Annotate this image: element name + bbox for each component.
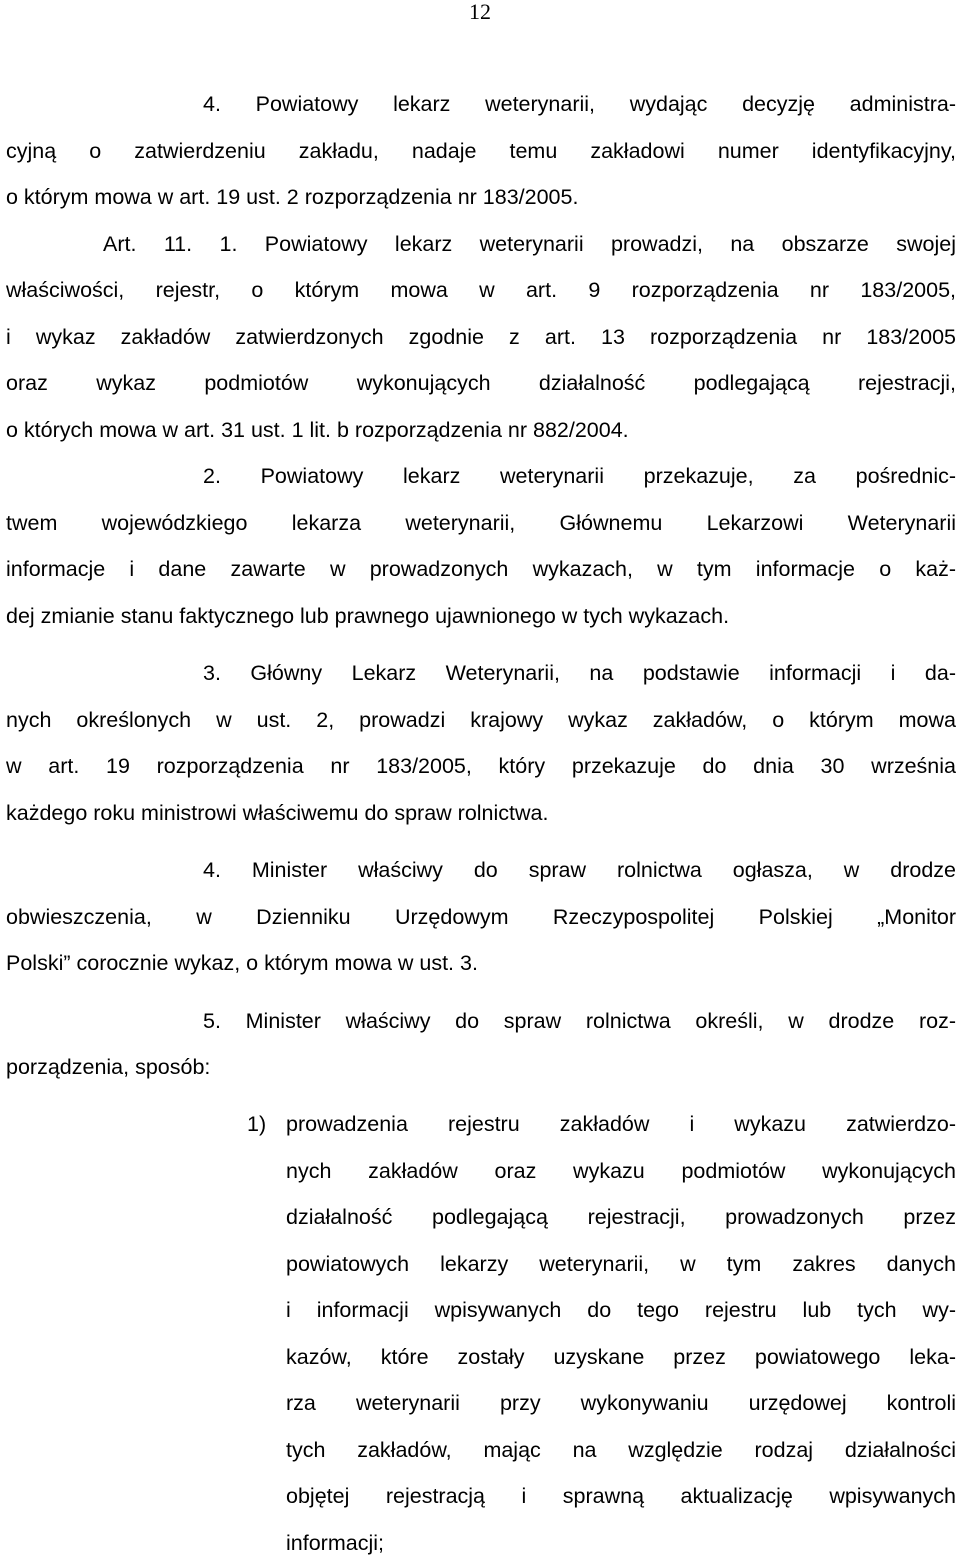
text-line: 4. Powiatowy lekarz weterynarii, wydając decyzję administra- (6, 81, 956, 128)
text-line: rza weterynarii przy wykonywaniu urzędowej kontroli (247, 1380, 956, 1427)
list-marker: 1) (247, 1101, 286, 1148)
text-line: 2. Powiatowy lekarz weterynarii przekazuje, za pośrednic- (6, 453, 956, 500)
text-line: w art. 19 rozporządzenia nr 183/2005, który przekazuje do dnia 30 września (6, 743, 956, 790)
text-line: informacje i dane zawarte w prowadzonych wykazach, w tym informacje o każ- (6, 546, 956, 593)
article-11-section-4 (6, 847, 956, 987)
text-line: informacji; (247, 1520, 956, 1566)
article-11-section-5 (6, 998, 956, 1091)
page-number: 12 (0, 0, 960, 24)
text-line: porządzenia, sposób: (6, 1044, 956, 1091)
article-11-section-2 (6, 453, 956, 639)
text-line: właściwości, rejestr, o którym mowa w art. 9 rozporządzenia nr 183/2005, (6, 267, 956, 314)
text-line: Polski” corocznie wykaz, o którym mowa w ust. 3. (6, 940, 956, 987)
text-line: nych zakładów oraz wykazu podmiotów wykonujących (247, 1148, 956, 1195)
list-item-first-line (247, 1101, 956, 1148)
enumerated-list (247, 1101, 956, 1566)
text-line: dej zmianie stanu faktycznego lub prawnego ujawnionego w tych wykazach. (6, 593, 956, 640)
text-line: objętej rejestracją i sprawną aktualizację wpisywanych (247, 1473, 956, 1520)
text-line: i wykaz zakładów zatwierdzonych zgodnie z art. 13 rozporządzenia nr 183/2005 (6, 314, 956, 361)
text-line: 5. Minister właściwy do spraw rolnictwa określi, w drodze roz- (6, 998, 956, 1045)
text-line: cyjną o zatwierdzeniu zakładu, nadaje temu zakładowi numer identyfikacyjny, (6, 128, 956, 175)
article-11-section-3 (6, 650, 956, 836)
text-line: tych zakładów, mając na względzie rodzaj działalności (247, 1427, 956, 1474)
text-line: oraz wykaz podmiotów wykonujących działalność podlegającą rejestracji, (6, 360, 956, 407)
article-11-section-1 (6, 221, 956, 454)
text-line: nych określonych w ust. 2, prowadzi krajowy wykaz zakładów, o którym mowa (6, 697, 956, 744)
paragraph-4 (6, 81, 956, 221)
text-line: każdego roku ministrowi właściwemu do spraw rolnictwa. (6, 790, 956, 837)
text-line: działalność podlegającą rejestracji, prowadzonych przez (247, 1194, 956, 1241)
text-line: o których mowa w art. 31 ust. 1 lit. b rozporządzenia nr 882/2004. (6, 407, 956, 454)
text-line: 3. Główny Lekarz Weterynarii, na podstawie informacji i da- (6, 650, 956, 697)
text-line: 4. Minister właściwy do spraw rolnictwa ogłasza, w drodze (6, 847, 956, 894)
text-line: obwieszczenia, w Dzienniku Urzędowym Rzeczypospolitej Polskiej „Monitor (6, 894, 956, 941)
document-body (6, 81, 956, 1091)
text-line: i informacji wpisywanych do tego rejestru lub tych wy- (247, 1287, 956, 1334)
list-item (247, 1101, 956, 1566)
text-line: o którym mowa w art. 19 ust. 2 rozporządzenia nr 183/2005. (6, 174, 956, 221)
text-line: kazów, które zostały uzyskane przez powiatowego leka- (247, 1334, 956, 1381)
text-line: prowadzenia rejestru zakładów i wykazu zatwierdzo- (286, 1112, 956, 1136)
text-line: twem wojewódzkiego lekarza weterynarii, Głównemu Lekarzowi Weterynarii (6, 500, 956, 547)
text-line: Art. 11. 1. Powiatowy lekarz weterynarii prowadzi, na obszarze swojej (6, 221, 956, 268)
text-line: powiatowych lekarzy weterynarii, w tym zakres danych (247, 1241, 956, 1288)
